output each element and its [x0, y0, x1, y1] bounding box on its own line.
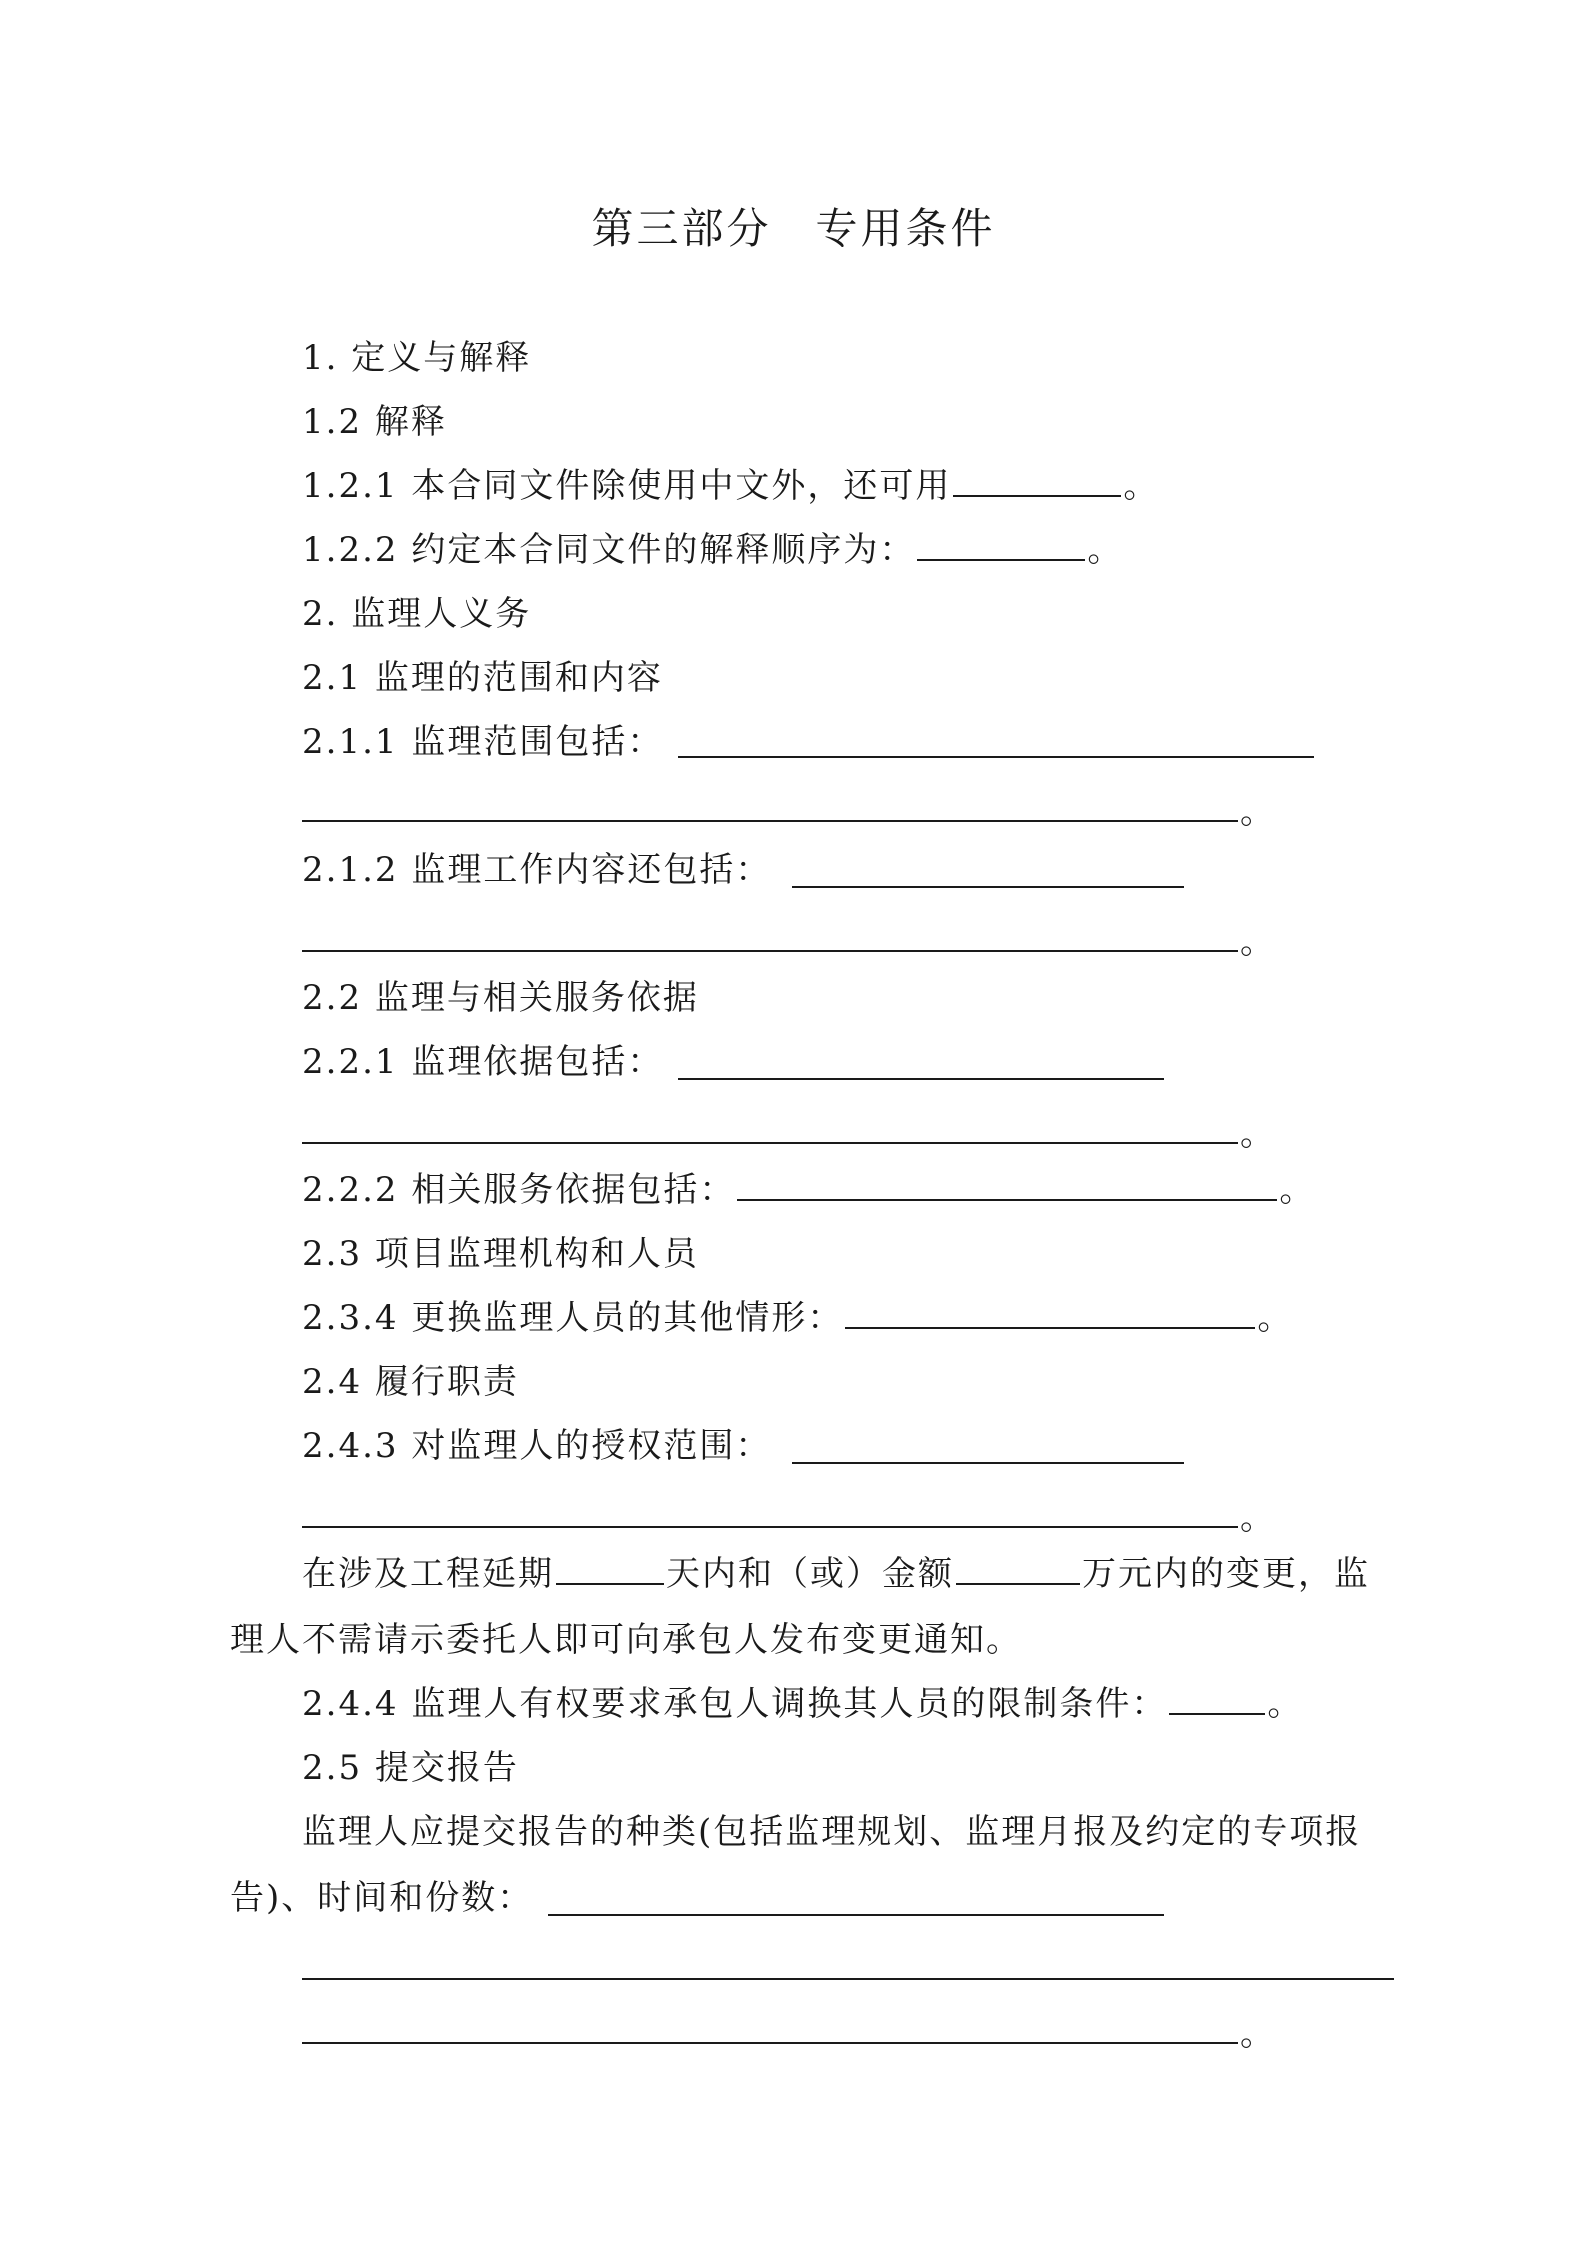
clause-2-4-4: [302, 1684, 1303, 1724]
blank-field[interactable]: [302, 1142, 1238, 1144]
period: 。: [1087, 530, 1124, 570]
blank-field[interactable]: [302, 2042, 1238, 2044]
clause-2-2-2-text: 2.2.2 相关服务依据包括：: [302, 1170, 736, 1210]
title-part: 第三部分: [591, 204, 772, 253]
clause-2-2-1-text: 2.2.1 监理依据包括：: [302, 1042, 664, 1082]
clause-1-2-1: [302, 466, 1159, 506]
section-2-2-heading: 2.2 监理与相关服务依据: [302, 978, 699, 1018]
page-title: [0, 196, 1587, 256]
blank-field-days[interactable]: [556, 1557, 664, 1585]
blank-field[interactable]: [917, 533, 1085, 561]
section-2-4-heading: 2.4 履行职责: [302, 1362, 519, 1402]
clause-2-3-4-text: 2.3.4 更换监理人员的其他情形：: [302, 1298, 844, 1338]
paragraph-text: 理人不需请示委托人即可向承包人发布变更通知。: [230, 1620, 1022, 1660]
clause-2-1-2-text: 2.1.2 监理工作内容还包括：: [302, 850, 772, 890]
blank-field[interactable]: [792, 886, 1184, 888]
section-2-heading: 2. 监理人义务: [302, 594, 532, 634]
paragraph-report-cont: 告)、时间和份数：: [230, 1878, 534, 1918]
clause-1-2-1-text: 1.2.1 本合同文件除使用中文外，还可用: [302, 466, 952, 506]
blank-field[interactable]: [792, 1462, 1184, 1464]
blank-field[interactable]: [302, 820, 1238, 822]
paragraph-text: 在涉及工程延期: [302, 1554, 554, 1594]
blank-field[interactable]: [845, 1301, 1255, 1329]
period: 。: [1240, 792, 1274, 832]
period: 。: [1240, 1498, 1274, 1538]
section-2-3-heading: 2.3 项目监理机构和人员: [302, 1234, 699, 1274]
blank-field[interactable]: [953, 469, 1121, 497]
clause-2-4-3-text: 2.4.3 对监理人的授权范围：: [302, 1426, 772, 1466]
period: 。: [1240, 2014, 1274, 2054]
title-name: 专用条件: [815, 204, 996, 253]
blank-field[interactable]: [678, 1078, 1164, 1080]
period: 。: [1267, 1684, 1304, 1724]
section-1-2-heading: 1.2 解释: [302, 402, 447, 442]
blank-field[interactable]: [302, 950, 1238, 952]
paragraph-report: 监理人应提交报告的种类(包括监理规划、监理月报及约定的专项报: [302, 1812, 1362, 1852]
paragraph-text: 万元内的变更，监: [1082, 1554, 1370, 1594]
clause-1-2-2: [302, 530, 1123, 570]
period: 。: [1123, 466, 1160, 506]
blank-field[interactable]: [302, 1978, 1394, 1980]
paragraph-change-limit: [302, 1554, 1370, 1594]
clause-2-2-2: [302, 1170, 1315, 1210]
section-2-1-heading: 2.1 监理的范围和内容: [302, 658, 663, 698]
period: 。: [1240, 922, 1274, 962]
paragraph-text: 天内和（或）金额: [666, 1554, 954, 1594]
period: 。: [1279, 1170, 1316, 1210]
blank-field-amount[interactable]: [956, 1557, 1080, 1585]
period: 。: [1257, 1298, 1294, 1338]
blank-field[interactable]: [1169, 1687, 1265, 1715]
section-1-heading: 1. 定义与解释: [302, 338, 532, 378]
clause-1-2-2-text: 1.2.2 约定本合同文件的解释顺序为：: [302, 530, 916, 570]
blank-field[interactable]: [548, 1914, 1164, 1916]
blank-field[interactable]: [678, 756, 1314, 758]
blank-field[interactable]: [737, 1173, 1277, 1201]
clause-2-3-4: [302, 1298, 1293, 1338]
blank-field[interactable]: [302, 1526, 1238, 1528]
clause-2-1-1-text: 2.1.1 监理范围包括：: [302, 722, 664, 762]
period: 。: [1240, 1114, 1274, 1154]
clause-2-4-4-text: 2.4.4 监理人有权要求承包人调换其人员的限制条件：: [302, 1684, 1168, 1724]
section-2-5-heading: 2.5 提交报告: [302, 1748, 519, 1788]
